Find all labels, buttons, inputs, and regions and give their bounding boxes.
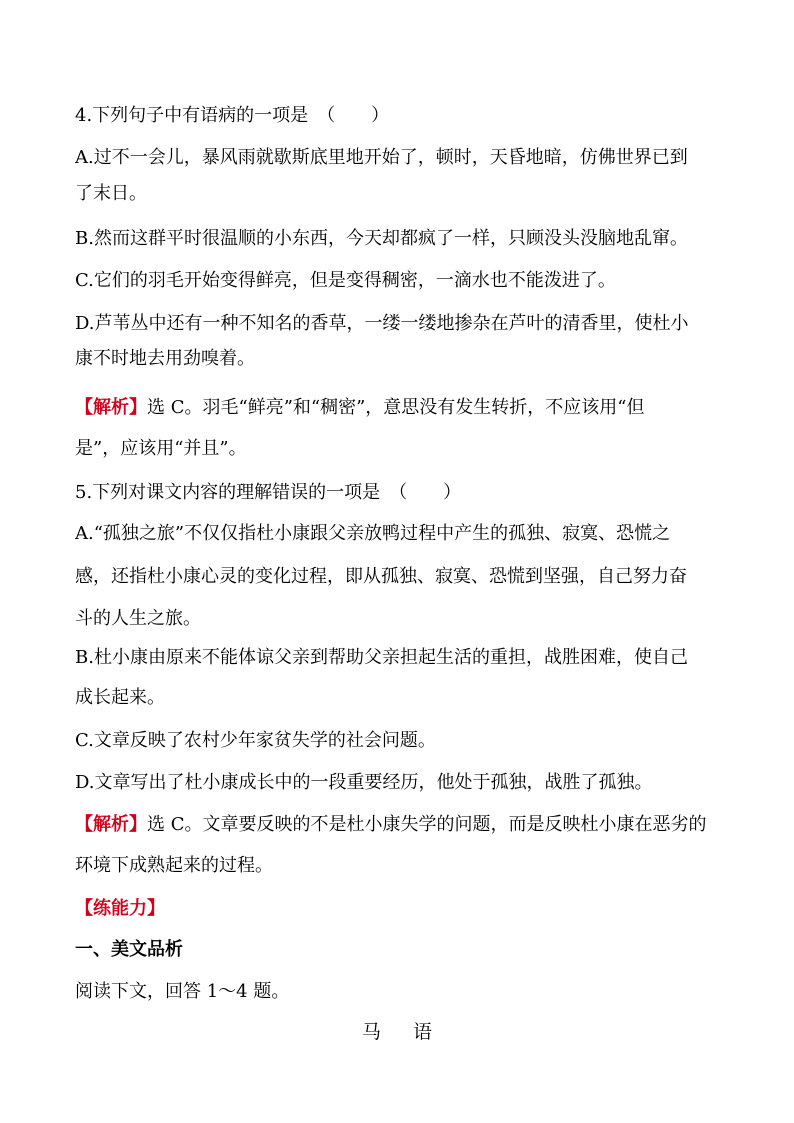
q5-option-b-line1: B.杜小康由原来不能体谅父亲到帮助父亲担起生活的重担，战胜困难，使自己: [75, 647, 688, 668]
q5-option-a-line2: 感，还指杜小康心灵的变化过程，即从孤独、寂寞、恐慌到坚强，自己努力奋: [75, 566, 687, 587]
practice-tag: 【练能力】: [75, 898, 165, 919]
article-title: [0, 1020, 794, 1044]
q4-option-d-line2: 康不时地去用劲嗅着。: [75, 348, 255, 369]
q5-analysis-text: 选 C。文章要反映的不是杜小康失学的问题，而是反映杜小康在恶劣的: [147, 814, 707, 835]
q4-option-d-line1: D.芦苇丛中还有一种不知名的香草，一缕一缕地掺杂在芦叶的清香里，使杜小: [75, 313, 689, 334]
q5-analysis-line1: [75, 813, 725, 837]
q5-option-c: C.文章反映了农村少年家贫失学的社会问题。: [75, 730, 436, 751]
q5-option-a-line3: 斗的人生之旅。: [75, 608, 201, 629]
q4-option-a-line2: 了末日。: [75, 183, 147, 204]
q4-option-b: B.然而这群平时很温顺的小东西，今天却都疯了一样，只顾没头没脑地乱窜。: [75, 228, 688, 249]
article-title-char-2: 语: [413, 1021, 433, 1043]
q4-analysis-line2: 是”，应该用“并且”。: [75, 438, 247, 459]
reading-instruction: 阅读下文，回答 1～4 题。: [75, 981, 290, 1002]
article-title-char-1: 马: [361, 1021, 381, 1043]
q4-option-a-line1: A.过不一会儿，暴风雨就歇斯底里地开始了，顿时，天昏地暗，仿佛世界已到: [75, 147, 688, 168]
q5-stem: 5.下列对课文内容的理解错误的一项是 （ ）: [75, 482, 462, 503]
q4-option-c: C.它们的羽毛开始变得鲜亮，但是变得稠密，一滴水也不能泼进了。: [75, 270, 616, 291]
q4-analysis-text: 选 C。羽毛“鲜亮”和“稠密”，意思没有发生转折，不应该用“但: [147, 397, 645, 418]
q5-option-d: D.文章写出了杜小康成长中的一段重要经历，他处于孤独，战胜了孤独。: [75, 772, 653, 793]
section-heading: 一、美文品析: [75, 939, 183, 960]
analysis-tag: 【解析】: [75, 814, 147, 835]
q4-analysis-line1: [75, 396, 725, 420]
q4-stem: 4.下列句子中有语病的一项是 （ ）: [75, 105, 390, 126]
analysis-tag: 【解析】: [75, 397, 147, 418]
q5-analysis-line2: 环境下成熟起来的过程。: [75, 855, 273, 876]
q5-option-b-line2: 成长起来。: [75, 687, 165, 708]
q5-option-a-line1: A.“孤独之旅”不仅仅指杜小康跟父亲放鸭过程中产生的孤独、寂寞、恐慌之: [75, 523, 671, 544]
